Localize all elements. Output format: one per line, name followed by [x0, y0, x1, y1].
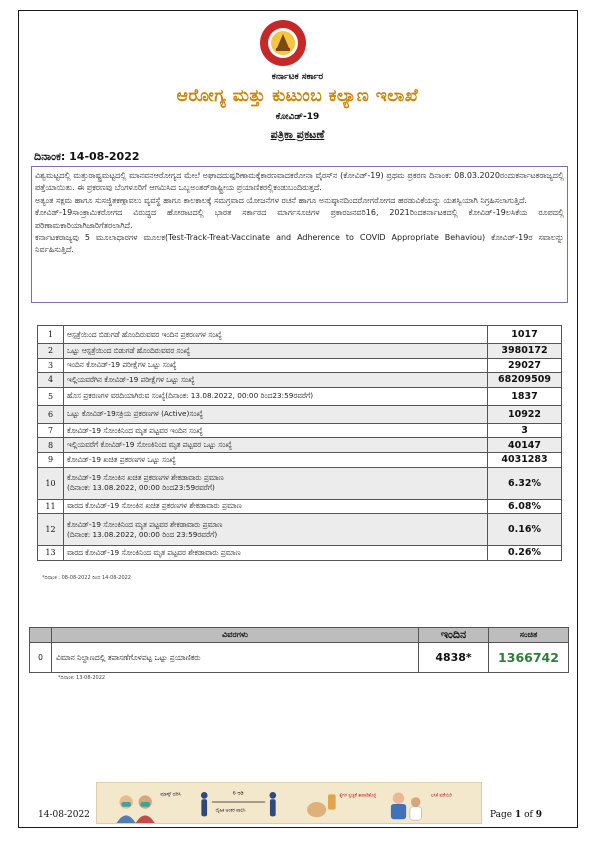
- row-description-text: ಇಲ್ಲಿಯವರೆಗಿನ ಕೋವಿಡ್-19 ಪರೀಕ್ಷೆಗಳ ಒಟ್ಟು ಸಂಖ್ಯೆ: [67, 374, 195, 384]
- row-description: [64, 452, 488, 467]
- row-description-text: ಇಂದಿನ ಕೋವಿಡ್-19 ಪರೀಕ್ಷೆಗಳ ಒಟ್ಟು ಸಂಖ್ಯೆ: [67, 360, 177, 370]
- table-row: [38, 546, 562, 561]
- row-date-range: (ದಿನಾಂಕ: 13.08.2022, 00:00 ರಿಂದ 23:59ರವರೆಗೆ): [67, 529, 218, 539]
- column-header: ಸಂಚಿತ: [489, 628, 569, 643]
- intro-paragraph: ಅತ್ಯಂತ ಸಕ್ಷಮ ಹಾಗೂ ಸುಸಜ್ಜಿತಕಣ್ಗಾವಲು ವ್ಯವಸ್ಥೆ ಹಾಗೂ ಕಾಲಕಾಲಕ್ಕೆ ಸಮಗ್ರವಾದ ಯೋಜನೆಗಳ ರಚನೆ ಹಾಗೂ ಅನುಷ್ಠಾನದಿಂದರೋಗರೋಗದ ಹರಡುವಿಕೆಯನ್ನು ಯಶಸ್ವಿಯಾಗಿ ನಿಗ್ರಹಿಸಲಾಗುತ್ತಿದೆ.: [35, 195, 528, 205]
- row-description-text: ಕೋವಿಡ್-19 ಖಚಿತ ಪ್ರಕರಣಗಳ ಒಟ್ಟು ಸಂಖ್ಯೆ: [67, 454, 176, 464]
- row-description: [64, 344, 488, 359]
- government-label: ಕರ್ನಾಟಕ ಸರ್ಕಾರ: [271, 72, 324, 82]
- page-of: of: [524, 810, 533, 820]
- table-row: [38, 344, 562, 359]
- banner-sanitize-text: ಕೈಗಳ ಸ್ವಚ್ಛತೆ ಕಾಪಾಡಿಕೊಳ್ಳಿ: [339, 793, 377, 799]
- row-value: 68209509: [488, 373, 562, 388]
- column-header: ಇಂದಿನ: [419, 628, 489, 643]
- banner-vaccine-text: ಲಸಿಕೆ ಪಡೆಯಿರಿ: [430, 793, 452, 799]
- table-row: [38, 387, 562, 405]
- page-number: [490, 810, 542, 820]
- vaccine-icon: [391, 793, 421, 821]
- row-description-text: ವಾರದ ಕೋವಿಡ್-19 ಸೋಂಕಿನಿಂದ ಮೃತ ಪಟ್ಟವರ ಶೇಕಡಾವಾರು ಪ್ರಮಾಣ: [67, 547, 241, 557]
- row-value: 6.08%: [488, 499, 562, 514]
- row-value: 6.32%: [488, 467, 562, 499]
- table-row: [38, 373, 562, 388]
- release-date: ದಿನಾಂಕ: 14-08-2022: [34, 150, 140, 163]
- row-description-text: ಕೋವಿಡ್-19 ಸೋಂಕಿನಿಂದ ಮೃತ ಪಟ್ಟವರ ಶೇಕಡಾವಾರು ಪ್ರಮಾಣ: [67, 519, 223, 529]
- row-description-text: ಇಲ್ಲಿಯವರೆಗೆ ಕೋವಿಡ್-19 ಸೋಂಕಿನಿಂದ ಮೃತ ಪಟ್ಟವರ ಒಟ್ಟು ಸಂಖ್ಯೆ: [67, 440, 233, 450]
- row-number: 6: [38, 405, 64, 423]
- row-number: 8: [38, 438, 64, 453]
- row-number: 1: [38, 326, 64, 344]
- airport-screening-table: [29, 627, 569, 673]
- row-number: 10: [38, 467, 64, 499]
- sanitizer-icon: [307, 794, 336, 817]
- banner-mask-text: ಮಾಸ್ಕ್ ಧರಿಸಿ: [160, 792, 181, 798]
- row-description: [64, 467, 488, 499]
- table-row: [38, 467, 562, 499]
- row-description: [64, 373, 488, 388]
- row-value: 0.16%: [488, 514, 562, 546]
- row-value: 3980172: [488, 344, 562, 359]
- safety-banner: [96, 782, 482, 824]
- row-description-text: ಕೋವಿಡ್-19 ಸೋಂಕಿನಿಂದ ಮೃತ ಪಟ್ಟವರ ಇಂದಿನ ಸಂಖ್ಯೆ: [67, 425, 203, 435]
- row-number: 13: [38, 546, 64, 561]
- row-value: 1017: [488, 326, 562, 344]
- column-header: [30, 628, 52, 643]
- row-description-text: ಹೊಸ ಪ್ರಕರಣಗಳ ವರದಿಯಾಗಿರುವ ಸಂಖ್ಯೆ(ದಿನಾಂಕ: 13.08.2022, 00:00 ರಿಂದ23:59ರವರೆಗೆ): [67, 391, 314, 401]
- row-value: 3: [488, 423, 562, 438]
- row-number: 4: [38, 373, 64, 388]
- intro-paragraph: ಕರ್ನಾಟಕರಾಜ್ಯವು 5 ಮೂಲಾಧಾರಗಳ ಮೂಲಕ(Test-Track-Treat-Vaccinate and Adherence to COVID Appropriate Behaviou) ಕೋವಿಡ್-19ರ ಸವಾಲನ್ನು ನಿರ್ವಹಿಸುತ್ತಿದೆ.: [35, 233, 564, 255]
- row-value: 4031283: [488, 452, 562, 467]
- row-value: 0.26%: [488, 546, 562, 561]
- table-row: [38, 358, 562, 373]
- row-description-text: ವಾರದ ಕೋವಿಡ್-19 ಸೋಂಕಿನ ಖಚಿತ ಪ್ರಕರಣಗಳ ಶೇಕಡಾವಾರು ಪ್ರಮಾಣ: [67, 501, 242, 511]
- footnote: *ದಿನಾಂಕ: 13-08-2022: [58, 675, 106, 681]
- row-description: [64, 387, 488, 405]
- row-description-text: ಒಟ್ಟು ಆಸ್ಪತ್ರೆಯಿಂದ ಬಿಡುಗಡೆ ಹೊಂದಿರುವವರ ಸಂಖ್ಯೆ: [67, 345, 191, 355]
- subject-label: ಕೋವಿಡ್-19: [275, 112, 320, 122]
- row-description: [64, 405, 488, 423]
- row-description: [64, 514, 488, 546]
- page-total: 9: [535, 810, 543, 820]
- row-number: 7: [38, 423, 64, 438]
- intro-paragraph: ವಿಶ್ವಮಟ್ಟದಲ್ಲಿ ಮತ್ತುರಾಷ್ಟ್ರಮಟ್ಟದಲ್ಲಿ ಮಾನವನಆರೋಗ್ಯದ ಮೇಲೆ ಅಘಾದದುಷ್ಪರಿಣಾಮಕ್ಕೆಕಾರಣವಾದಕರೋನಾ ವೈರಸ್‌ನ (ಕೋವಿಡ್-19) ಪ್ರಥಮ ಪ್ರಕರಣ ದಿನಾಂಕ: 08.03.2020ರಂದುಕರ್ನಾಟಕರಾಜ್ಯದಲ್ಲಿ ಪತ್ತೆಯಾಯಿತು. ಈ ಪ್ರಕರಣವು ಬೆಂಗಳೂರಿಗೆ ಆಗಮಿಸಿದ ಒಬ್ಬಅಂತರ್‌ರಾಷ್ಟ್ರೀಯ ಪ್ರಯಾಣಿಕರಲ್ಲಿಕಂಡುಬಂದಿರುತ್ತದೆ.: [35, 171, 564, 193]
- row-number: 9: [38, 452, 64, 467]
- row-value: 40147: [488, 438, 562, 453]
- banner-distance-value: 6 ಅಡಿ: [232, 791, 244, 797]
- row-description: [64, 326, 488, 344]
- table-row: [38, 452, 562, 467]
- table-row: [30, 643, 569, 673]
- row-number: 12: [38, 514, 64, 546]
- footnote: *ದಿನಾಂಕ : 08-08-2022 ರಿಂದ 14-08-2022: [42, 575, 131, 581]
- table-row: [38, 326, 562, 344]
- row-number: 11: [38, 499, 64, 514]
- row-description: [64, 423, 488, 438]
- row-description: [64, 499, 488, 514]
- row-description: ವಿಮಾನ ನಿಲ್ದಾಣದಲ್ಲಿ ತಪಾಸಣೆಗೊಳಪಟ್ಟ ಒಟ್ಟು ಪ್ರಯಾಣಿಕರು: [52, 643, 419, 673]
- press-release-title: ಪತ್ರಿಕಾ ಪ್ರಕಟಣೆ: [270, 128, 325, 141]
- today-value: 4838*: [419, 643, 489, 673]
- karnataka-emblem-icon: [258, 18, 308, 68]
- column-header: ವಿವರಗಳು: [52, 628, 419, 643]
- row-description: [64, 546, 488, 561]
- row-number: 5: [38, 387, 64, 405]
- row-description: [64, 438, 488, 453]
- row-description-text: ಆಸ್ಪತ್ರೆಯಿಂದ ಬಿಡುಗಡೆ ಹೊಂದಿರುವವರ ಇಂದಿನ ಪ್ರಕರಣಗಳ ಸಂಖ್ಯೆ: [67, 329, 222, 339]
- row-number: 2: [38, 344, 64, 359]
- row-description-text: ಒಟ್ಟು ಕೋವಿಡ್-19ಸಕ್ರಿಯ ಪ್ರಕರಣಗಳ (Active)ಸಂಖ್ಯೆ: [67, 409, 204, 419]
- intro-box: [31, 166, 568, 303]
- mask-icon: [117, 795, 155, 823]
- row-value: 29027: [488, 358, 562, 373]
- intro-paragraph: ಕೋವಿಡ್-19ಸಾಂಕ್ರಾಮಿಕರೋಗದ ವಿರುದ್ಧದ ಹೋರಾಟದಲ್ಲಿ ಭಾರತ ಸರ್ಕಾರದ ಮಾರ್ಗಸೂಚಿಗಳ ಪ್ರಕಾರಜನವರಿ16, 2021ರಿಂದಕರ್ನಾಟಕದಲ್ಲಿ ಕೋವಿಡ್-19ಲಸಿಕೆಯ ರೂಪದಲ್ಲಿ ಪರಿಣಾಮಕಾರಿಯಾಗಿಜಾರಿಗೆತರಲಾಗಿದೆ.: [35, 208, 564, 230]
- table-row: [38, 438, 562, 453]
- row-value: 10922: [488, 405, 562, 423]
- table-row: [38, 423, 562, 438]
- footer-date: 14-08-2022: [38, 810, 90, 820]
- cumulative-value: 1366742: [489, 643, 569, 673]
- row-description-text: ಕೋವಿಡ್-19 ಸೋಂಕಿನ ಖಚಿತ ಪ್ರಕರಣಗಳ ಶೇಕಡಾವಾರು ಪ್ರಮಾಣ: [67, 473, 224, 483]
- row-description: [64, 358, 488, 373]
- banner-distance-text: ದೈಹಿಕ ಅಂತರ ಪಾಲಿಸಿ: [215, 808, 246, 814]
- row-number: 0: [30, 643, 52, 673]
- page-current: 1: [514, 810, 522, 820]
- statistics-table: [37, 325, 562, 561]
- table-row: [38, 405, 562, 423]
- row-value: 1837: [488, 387, 562, 405]
- row-date-range: (ದಿನಾಂಕ: 13.08.2022, 00:00 ರಿಂದ23:59ರವರೆಗೆ): [67, 483, 215, 493]
- page-label: Page: [490, 810, 513, 820]
- department-title: ಆರೋಗ್ಯ ಮತ್ತು ಕುಟುಂಬ ಕಲ್ಯಾಣ ಇಲಾಖೆ: [176, 86, 419, 106]
- table-row: [38, 514, 562, 546]
- row-number: 3: [38, 358, 64, 373]
- table-row: [38, 499, 562, 514]
